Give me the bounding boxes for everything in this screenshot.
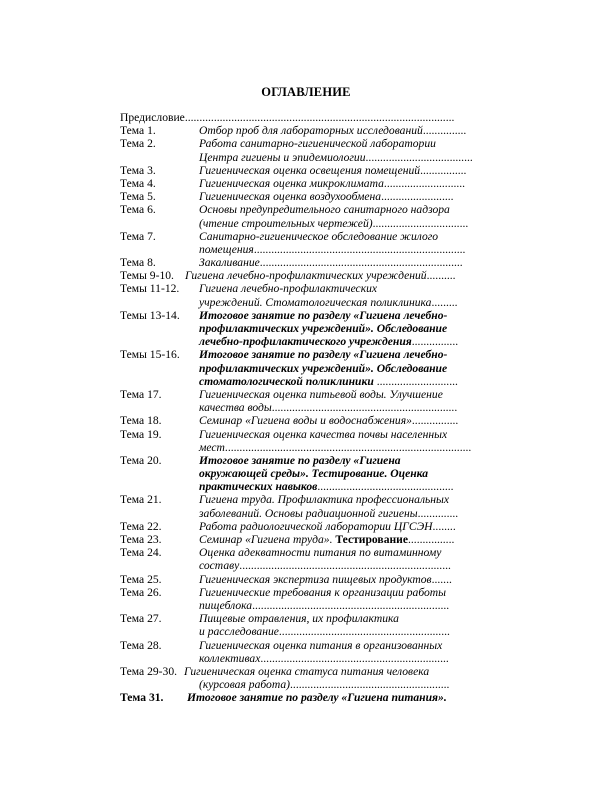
table-of-contents	[120, 111, 477, 704]
toc-entry-title: Семинар «Гигиена труда». Тестирование................	[199, 533, 455, 546]
toc-line	[120, 573, 477, 586]
toc-entry-title: и расследование...........................................................	[199, 625, 450, 639]
toc-entry-title: Семинар «Гигиена воды и водоснабжения»................	[199, 414, 459, 428]
toc-line	[120, 401, 477, 414]
toc-entry-title: Санитарно-гигиеническое обследование жилого	[199, 229, 439, 243]
toc-line	[120, 559, 477, 572]
dot-leader: .........................................................................	[239, 559, 451, 573]
toc-line	[120, 256, 477, 269]
toc-entry-number: Тема 1.	[120, 124, 156, 138]
toc-line	[120, 665, 477, 678]
toc-entry-title: заболеваний. Основы радиационной гигиены..............	[199, 506, 459, 520]
toc-entry-title: Работа санитарно-гигиенической лаборатории	[199, 137, 436, 151]
toc-entry-title: помещения.........................................................................	[199, 242, 466, 256]
toc-entry-number: Темы 11-12.	[120, 282, 180, 296]
toc-line	[120, 296, 477, 309]
toc-entry-title: профилактических учреждений». Обследование	[199, 322, 448, 335]
toc-entry-title: Гигиеническая оценка статуса питания человека	[184, 664, 430, 678]
dot-leader: ....................................................................	[252, 598, 450, 612]
toc-entry-title: Гигиеническая оценка питания в организованных	[199, 638, 443, 652]
toc-entry-number: Темы 15-16.	[120, 348, 180, 362]
dot-leader: .....................................	[365, 150, 473, 164]
toc-entry-title: качества воды................................................................	[199, 401, 458, 415]
toc-line	[120, 480, 477, 493]
dot-leader: ..........	[426, 269, 456, 283]
toc-line	[120, 230, 477, 243]
toc-entry-title: Итоговое занятие по разделу «Гигиена	[199, 453, 401, 467]
toc-line	[120, 639, 477, 652]
toc-entry-number: Темы 9-10.	[120, 269, 174, 283]
dot-leader: .......	[431, 572, 452, 586]
dot-leader: .........................	[381, 190, 454, 204]
dot-leader: ...............................................	[317, 480, 454, 494]
toc-line	[120, 190, 477, 203]
toc-entry-number: Тема 31.	[120, 691, 164, 705]
toc-entry-title: окружающей среды». Тестирование. Оценка	[199, 467, 429, 481]
toc-line	[120, 467, 477, 480]
toc-line	[120, 137, 477, 150]
toc-entry-title: Отбор проб для лабораторных исследований...............	[199, 124, 467, 138]
dot-leader: ...............	[422, 124, 467, 138]
toc-line	[120, 282, 477, 295]
page-title: ОГЛАВЛЕНИЕ	[261, 85, 351, 99]
toc-entry-number: Тема 3.	[120, 163, 156, 177]
toc-entry-title: Гигиена лечебно-профилактических учреждений..........	[185, 269, 456, 283]
toc-line	[120, 691, 477, 704]
toc-line	[120, 124, 477, 137]
toc-line	[120, 520, 477, 533]
toc-entry-number: Тема 26.	[120, 585, 162, 599]
toc-line	[120, 388, 477, 401]
toc-line	[120, 612, 477, 625]
toc-entry-number: Тема 21.	[120, 493, 162, 507]
toc-line	[120, 454, 477, 467]
toc-entry-number: Темы 13-14.	[120, 308, 180, 322]
dot-leader: ................	[411, 414, 459, 428]
toc-entry-title: Гигиенические требования к организации работы	[199, 585, 447, 599]
dot-leader: ........	[432, 519, 456, 533]
toc-line	[120, 428, 477, 441]
toc-entry-title: (курсовая работа).......................................................	[199, 678, 450, 692]
toc-entry-number: Тема 7.	[120, 229, 156, 243]
toc-entry-number: Тема 27.	[120, 612, 162, 626]
toc-line	[120, 362, 477, 375]
toc-entry-number: Тема 8.	[120, 256, 156, 270]
toc-entry-title: Гигиеническая оценка питьевой воды. Улучшение	[199, 387, 443, 401]
toc-entry-number: Тема 24.	[120, 546, 162, 560]
toc-entry-number: Тема 22.	[120, 519, 162, 533]
toc-line	[120, 164, 477, 177]
toc-line	[120, 652, 477, 665]
dot-leader: .....................................................................................	[224, 440, 472, 454]
dot-leader: ......................................................................	[259, 256, 463, 270]
toc-entry-title: Итоговое занятие по разделу «Гигиена лечебно-	[199, 308, 448, 322]
dot-leader: ................	[411, 335, 459, 349]
toc-line	[120, 243, 477, 256]
toc-line	[120, 151, 477, 164]
toc-entry-number: Тема 28.	[120, 638, 162, 652]
toc-entry-title: Гигиеническая оценка микроклимата............................	[199, 176, 466, 190]
dot-leader: ............................	[383, 176, 466, 190]
toc-line	[120, 625, 477, 638]
dot-leader: ..............	[417, 506, 459, 520]
toc-line	[120, 533, 477, 546]
toc-line	[120, 177, 477, 190]
toc-entry-number: Тема 18.	[120, 414, 162, 428]
toc-entry-number: Тема 20.	[120, 453, 162, 467]
toc-line	[120, 348, 477, 361]
toc-entry-title: стоматологической поликлиники ............................	[199, 374, 458, 388]
toc-entry-title: Закаливание......................................................................	[199, 256, 463, 270]
toc-line	[120, 599, 477, 612]
toc-entry-number: Тема 25.	[120, 572, 162, 586]
dot-leader: .........	[431, 295, 458, 309]
dot-leader: ............................	[373, 374, 458, 388]
toc-entry-number: Тема 29-30.	[120, 664, 178, 678]
toc-line	[120, 546, 477, 559]
toc-line	[120, 322, 477, 335]
toc-line	[120, 678, 477, 691]
toc-entry-title: Итоговое занятие по разделу «Гигиена питания».	[187, 691, 447, 705]
toc-line	[120, 111, 477, 124]
dot-leader: .............................................................................................	[184, 111, 455, 124]
toc-entry-title: Итоговое занятие по разделу «Гигиена лечебно-	[199, 348, 448, 362]
toc-entry-number: Тема 5.	[120, 190, 156, 204]
toc-entry-title: Оценка адекватности питания по витаминному	[199, 546, 442, 560]
toc-entry-title: учреждений. Стоматологическая поликлиника.........	[199, 295, 458, 309]
toc-entry-number: Тема 19.	[120, 427, 162, 441]
toc-entry-number: Тема 2.	[120, 137, 156, 151]
toc-entry-title: Гигиеническая экспертиза пищевых продуктов.......	[199, 572, 452, 586]
dot-leader: .................................................................	[260, 651, 449, 665]
toc-line	[120, 414, 477, 427]
dot-leader: .........................................................................	[253, 242, 466, 256]
toc-entry-title: Гигиена лечебно-профилактических	[199, 282, 378, 296]
toc-entry-number: Тема 4.	[120, 176, 156, 190]
toc-entry-title: профилактических учреждений». Обследование	[199, 361, 448, 375]
toc-line	[120, 493, 477, 506]
toc-line	[120, 375, 477, 388]
toc-entry-title: практических навыков...............................................	[199, 480, 454, 494]
toc-entry-title: Пищевые отравления, их профилактика	[199, 612, 399, 626]
toc-entry-title: Работа радиологической лаборатории ЦГСЭН........	[199, 519, 456, 533]
toc-line	[120, 203, 477, 216]
dot-leader: .................................	[372, 216, 469, 230]
toc-entry-title: Гигиеническая оценка освещения помещений................	[199, 163, 467, 177]
dot-leader: ................	[420, 163, 467, 177]
toc-entry-title: Предисловие.............................................................................................	[120, 111, 455, 124]
toc-entry-title: Центра гигиены и эпидемиологии.....................................	[199, 150, 473, 164]
toc-entry-title: лечебно-профилактического учреждения................	[199, 335, 459, 349]
toc-line	[120, 507, 477, 520]
toc-line	[120, 586, 477, 599]
toc-entry-title: Гигиеническая оценка воздухообмена.........................	[199, 190, 454, 204]
dot-leader: .......................................................	[290, 678, 450, 692]
dot-leader: ...........................................................	[278, 625, 450, 639]
toc-entry-number: Тема 6.	[120, 203, 156, 217]
toc-line	[120, 335, 477, 348]
toc-entry-title: Гигиена труда. Профилактика профессиональных	[199, 493, 450, 507]
toc-entry-title: (чтение строительных чертежей).................................	[199, 216, 469, 230]
toc-line	[120, 309, 477, 322]
toc-entry-number: Тема 23.	[120, 533, 162, 546]
dot-leader: ................................................................	[271, 401, 458, 415]
toc-entry-title: Гигиеническая оценка качества почвы населенных	[199, 427, 448, 441]
toc-line	[120, 441, 477, 454]
toc-entry-title: коллективах.................................................................	[199, 651, 449, 665]
toc-entry-title: мест.....................................................................................	[199, 440, 472, 454]
toc-entry-title: Основы предупредительного санитарного надзора	[199, 203, 450, 217]
toc-line	[120, 269, 477, 282]
toc-entry-title: составу.........................................................................	[199, 559, 451, 573]
toc-entry-title: пищеблока....................................................................	[199, 598, 450, 612]
toc-entry-number: Тема 17.	[120, 387, 162, 401]
toc-line	[120, 217, 477, 230]
